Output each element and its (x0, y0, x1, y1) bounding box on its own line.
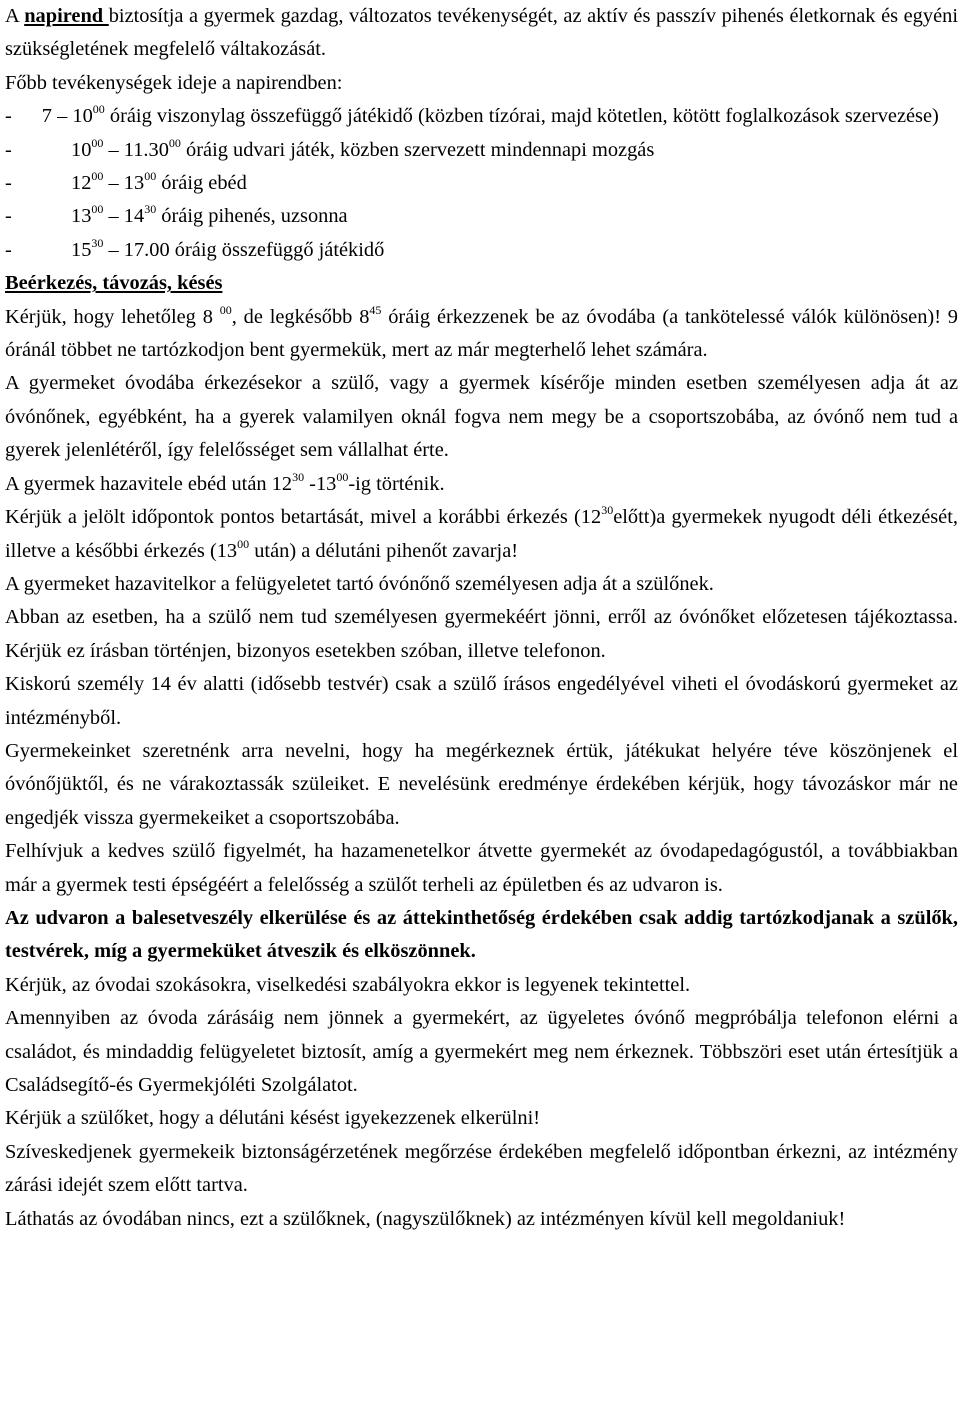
lunch-pickup-text: A gyermek hazavitele ebéd után 12 (5, 472, 293, 495)
lunch-pickup-sup: 00 (336, 469, 349, 484)
schedule-dash: - (5, 205, 12, 228)
schedule-dash: - (5, 172, 12, 195)
schedule-item (5, 134, 958, 167)
arrival-sup: 45 (369, 302, 382, 317)
body-paragraph: Felhívjuk a kedves szülő figyelmét, ha hazamenetelkor átvette gyermekét az óvodapedagógustól, a továbbiakban már a gyermek testi épségéért a felelősség a szülőt terheli az épületben és az udvaron is. (5, 840, 958, 896)
intro-text: biztosítja a gyermek gazdag, változatos tevékenységét, az aktív és passzív pihenés életkornak és egyéni szükségletének megfelelő váltakozását. (5, 5, 958, 61)
body-paragraph: Kérjük a szülőket, hogy a délutáni késést igyekezzenek elkerülni! (5, 1107, 541, 1130)
intro-paragraph (5, 0, 958, 67)
body-paragraph: Abban az esetben, ha a szülő nem tud személyesen gyermekéért jönni, erről az óvónőket előzetesen tájékoztassa. Kérjük ez írásban történjen, bizonyos esetekben szóban, illetve telefonon. (5, 606, 958, 662)
lunch-pickup-text: -13 (304, 472, 337, 495)
lunch-pickup-paragraph (5, 468, 958, 501)
punctual-paragraph (5, 501, 958, 568)
schedule-time-sup: 00 (91, 135, 104, 150)
body-paragraph: Amennyiben az óvoda zárásáig nem jönnek a gyermekért, az ügyeletes óvónő megpróbálja telefonon elérni a családot, és mindaddig felügyeletet biztosít, amíg a gyermekért meg nem érkeznek. Többszöri eset után értesítjük a Családsegítő-és Gyermekjóléti Szolgálatot. (5, 1007, 958, 1096)
schedule-time: 15 (71, 238, 92, 261)
napirend-term: napirend (24, 5, 109, 27)
punctual-text: után) a délutáni pihenőt zavarja! (249, 539, 519, 562)
schedule-time: – 17.00 (108, 238, 170, 261)
schedule-text: óráig összefüggő játékidő (174, 238, 385, 261)
lunch-pickup-sup: 30 (292, 469, 305, 484)
bold-notice: Az udvaron a balesetveszély elkerülése és az áttekinthetőség érdekében csak addig tartózkodjanak a szülők, testvérek, míg a gyermeküket átveszik és elköszönnek. (5, 906, 958, 963)
body-paragraph: A gyermeket hazavitelkor a felügyeletet tartó óvónőnő személyesen adja át a szülőnek. (5, 572, 714, 595)
schedule-dash: - (5, 105, 12, 128)
schedule-text: óráig ebéd (161, 172, 247, 195)
body-paragraph: Gyermekeinket szeretnénk arra nevelni, hogy ha megérkeznek értük, játékukat helyére téve köszönjenek el óvónőjüktől, és ne várakoztassák szüleiket. E nevelésünk eredménye érdekében kérjük, hogy távozáskor már ne engedjék vissza gyermekeiket a csoportszobába. (5, 739, 958, 829)
schedule-time: 12 (71, 172, 92, 195)
schedule-text: óráig pihenés, uzsonna (161, 205, 348, 228)
punctual-sup: 30 (601, 503, 614, 518)
schedule-time-sup: 30 (144, 202, 157, 217)
schedule-time: 13 (71, 205, 92, 228)
schedule-item (5, 167, 958, 200)
schedule-time: – 14 (108, 205, 145, 228)
schedule-dash: - (5, 238, 12, 261)
intro-lead: A (5, 5, 25, 27)
section-heading: Beérkezés, távozás, késés (5, 272, 223, 295)
punctual-text: előtt)a gyermekek nyugodt déli étkezését, illetve a későbbi érkezés (13 (5, 506, 958, 562)
schedule-text: óráig viszonylag összefüggő játékidő (közben tízórai, majd kötetlen, kötött foglalkozások szervezése) (109, 105, 939, 128)
schedule-time: 7 – 10 (41, 105, 93, 128)
arrival-text: , de legkésőbb 8 (231, 305, 370, 328)
schedule-item (5, 100, 958, 133)
lunch-pickup-text: -ig történik. (348, 472, 445, 495)
body-paragraph: Szíveskedjenek gyermekeik biztonságérzetének megőrzése érdekében megfelelő időpontban érkezni, az intézmény zárási idejét szem előtt tartva. (5, 1140, 958, 1197)
punctual-text: Kérjük a jelölt időpontok pontos betartását, mivel a korábbi érkezés (12 (5, 506, 602, 529)
arrival-text: Kérjük, hogy lehetőleg 8 (5, 305, 220, 328)
schedule-time: – 13 (108, 172, 145, 195)
schedule-time: – 11.30 (108, 138, 169, 161)
schedule-text: óráig udvari játék, közben szervezett mindennapi mozgás (186, 138, 655, 161)
body-paragraph: Kiskorú személy 14 év alatti (idősebb testvér) csak a szülő írásos engedélyével viheti el óvodáskorú gyermeket az intézményből. (5, 673, 958, 729)
arrival-sup: 00 (219, 302, 232, 317)
schedule-time-sup: 00 (168, 135, 181, 150)
schedule-time-sup: 00 (91, 169, 104, 184)
schedule-time-sup: 00 (92, 102, 105, 117)
schedule-time: 10 (71, 138, 92, 161)
arrival-text: óráig érkezzenek be az óvodába (a tankötelessé válók különösen)! 9 óránál többet ne tartózkodjon bent gyermekük, mert az már megterhelő lehet számára. (5, 305, 958, 362)
schedule-item (5, 200, 958, 233)
punctual-sup: 00 (237, 536, 250, 551)
body-paragraph: Láthatás az óvodában nincs, ezt a szülőknek, (nagyszülőknek) az intézményen kívül kell megoldaniuk! (5, 1207, 846, 1230)
schedule-title: Főbb tevékenységek ideje a napirendben: (5, 71, 343, 94)
arrival-paragraph (5, 301, 958, 368)
schedule-dash: - (5, 138, 12, 161)
schedule-time-sup: 00 (91, 202, 104, 217)
schedule-item (5, 234, 958, 267)
schedule-time-sup: 00 (144, 169, 157, 184)
schedule-time-sup: 30 (91, 235, 104, 250)
body-paragraph: Kérjük, az óvodai szokásokra, viselkedési szabályokra ekkor is legyenek tekintettel. (5, 973, 691, 996)
handover-paragraph: A gyermeket óvodába érkezésekor a szülő, vagy a gyermek kísérője minden esetben személyesen adja át az óvónőnek, egyébként, ha a gyerek valamilyen oknál fogva nem megy be a csoportszobába, az óvónő nem tud a gyerek jelenlétéről, így felelősséget sem vállalhat érte. (5, 372, 958, 462)
